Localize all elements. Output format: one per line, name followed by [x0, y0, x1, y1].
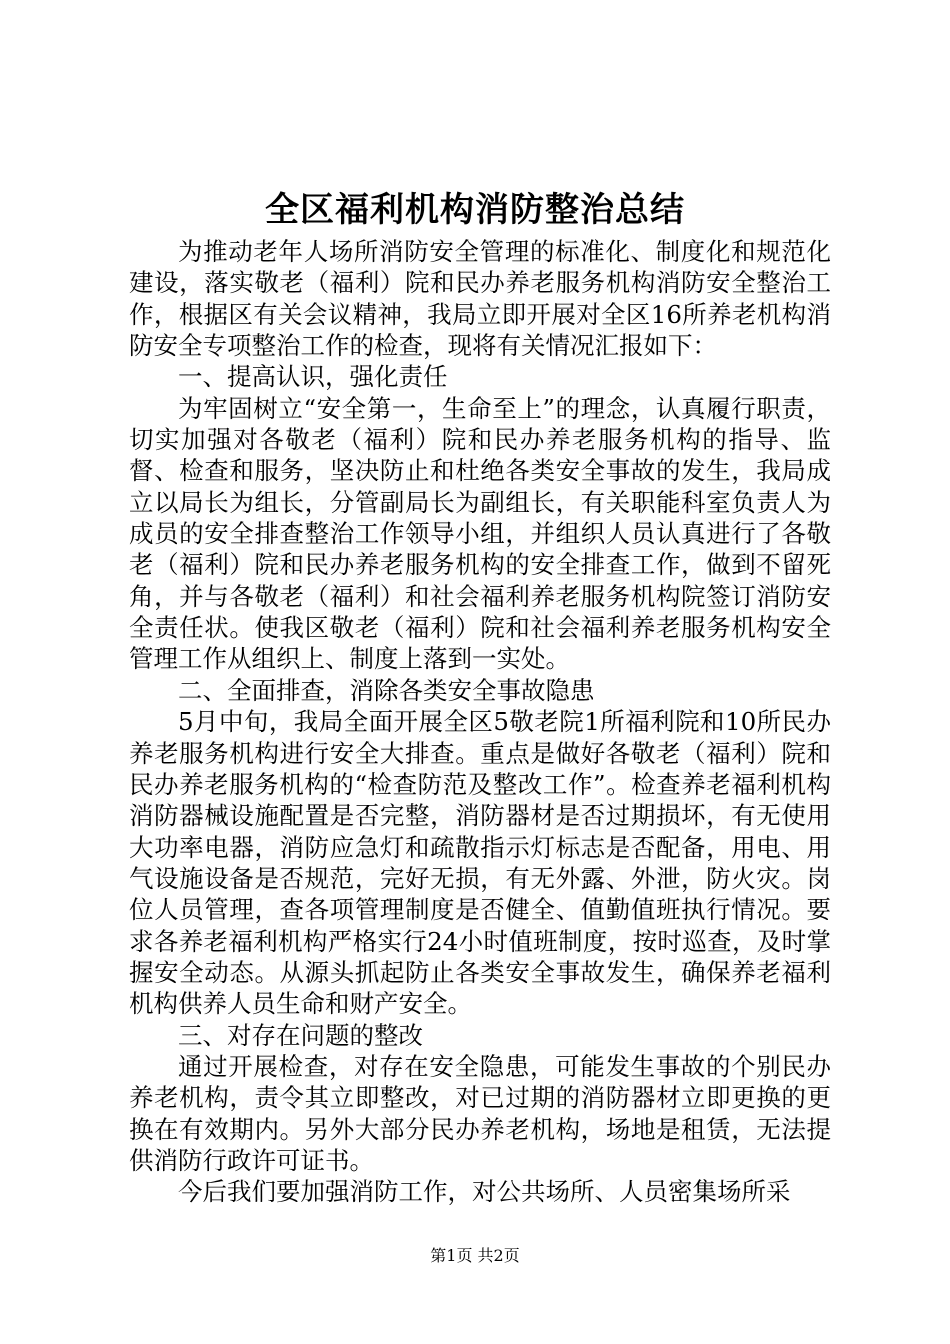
page-number-footer: 第1页 共2页 [430, 1246, 520, 1265]
section-2-paragraph: 5月中旬，我局全面开展全区5敬老院1所福利院和10所民办养老服务机构进行安全大排查。重点是做好各敬老（福利）院和民办养老服务机构的“检查防范及整改工作”。检查养老福利机构消防器械设施配置是否完整，消防器材是否过期损坏，有无使用大功率电器，消防应急灯和疏散指示灯标志是否配备，用电、用气设施设备是否规范，完好无损，有无外露、外泄，防火灾。岗位人员管理，查各项管理制度是否健全、值勤值班执行情况。要求各养老福利机构严格实行24小时值班制度，按时巡查，及时掌握安全动态。从源头抓起防止各类安全事故发生，确保养老福利机构供养人员生命和财产安全。 [129, 707, 831, 1019]
section-1-paragraph: 为牢固树立“安全第一，生命至上”的理念，认真履行职责，切实加强对各敬老（福利）院和民办养老服务机构的指导、监督、检查和服务，坚决防止和杜绝各类安全事故的发生，我局成立以局长为组长，分管副局长为副组长，有关职能科室负责人为成员的安全排查整治工作领导小组，并组织人员认真进行了各敬老（福利）院和民办养老服务机构的安全排查工作，做到不留死角，并与各敬老（福利）和社会福利养老服务机构院签订消防安全责任状。使我区敬老（福利）院和社会福利养老服务机构安全管理工作从组织上、制度上落到一实处。 [129, 393, 831, 674]
section-heading-2: 二、全面排查，消除各类安全事故隐患 [178, 675, 595, 705]
document-title: 全区福利机构消防整治总结 [265, 190, 685, 230]
closing-paragraph: 今后我们要加强消防工作，对公共场所、人员密集场所采 [178, 1177, 791, 1207]
document-body [129, 236, 831, 1208]
section-heading-3: 三、对存在问题的整改 [178, 1020, 423, 1050]
intro-paragraph: 为推动老年人场所消防安全管理的标准化、制度化和规范化建设，落实敬老（福利）院和民办养老服务机构消防安全整治工作，根据区有关会议精神，我局立即开展对全区16所养老机构消防安全专项整治工作的检查，现将有关情况汇报如下： [129, 237, 831, 361]
section-3-paragraph: 通过开展检查，对存在安全隐患，可能发生事故的个别民办养老机构，责令其立即整改，对已过期的消防器材立即更换的更换在有效期内。另外大部分民办养老机构，场地是租赁，无法提供消防行政许可证书。 [129, 1051, 831, 1175]
section-heading-1: 一、提高认识，强化责任 [178, 362, 448, 392]
